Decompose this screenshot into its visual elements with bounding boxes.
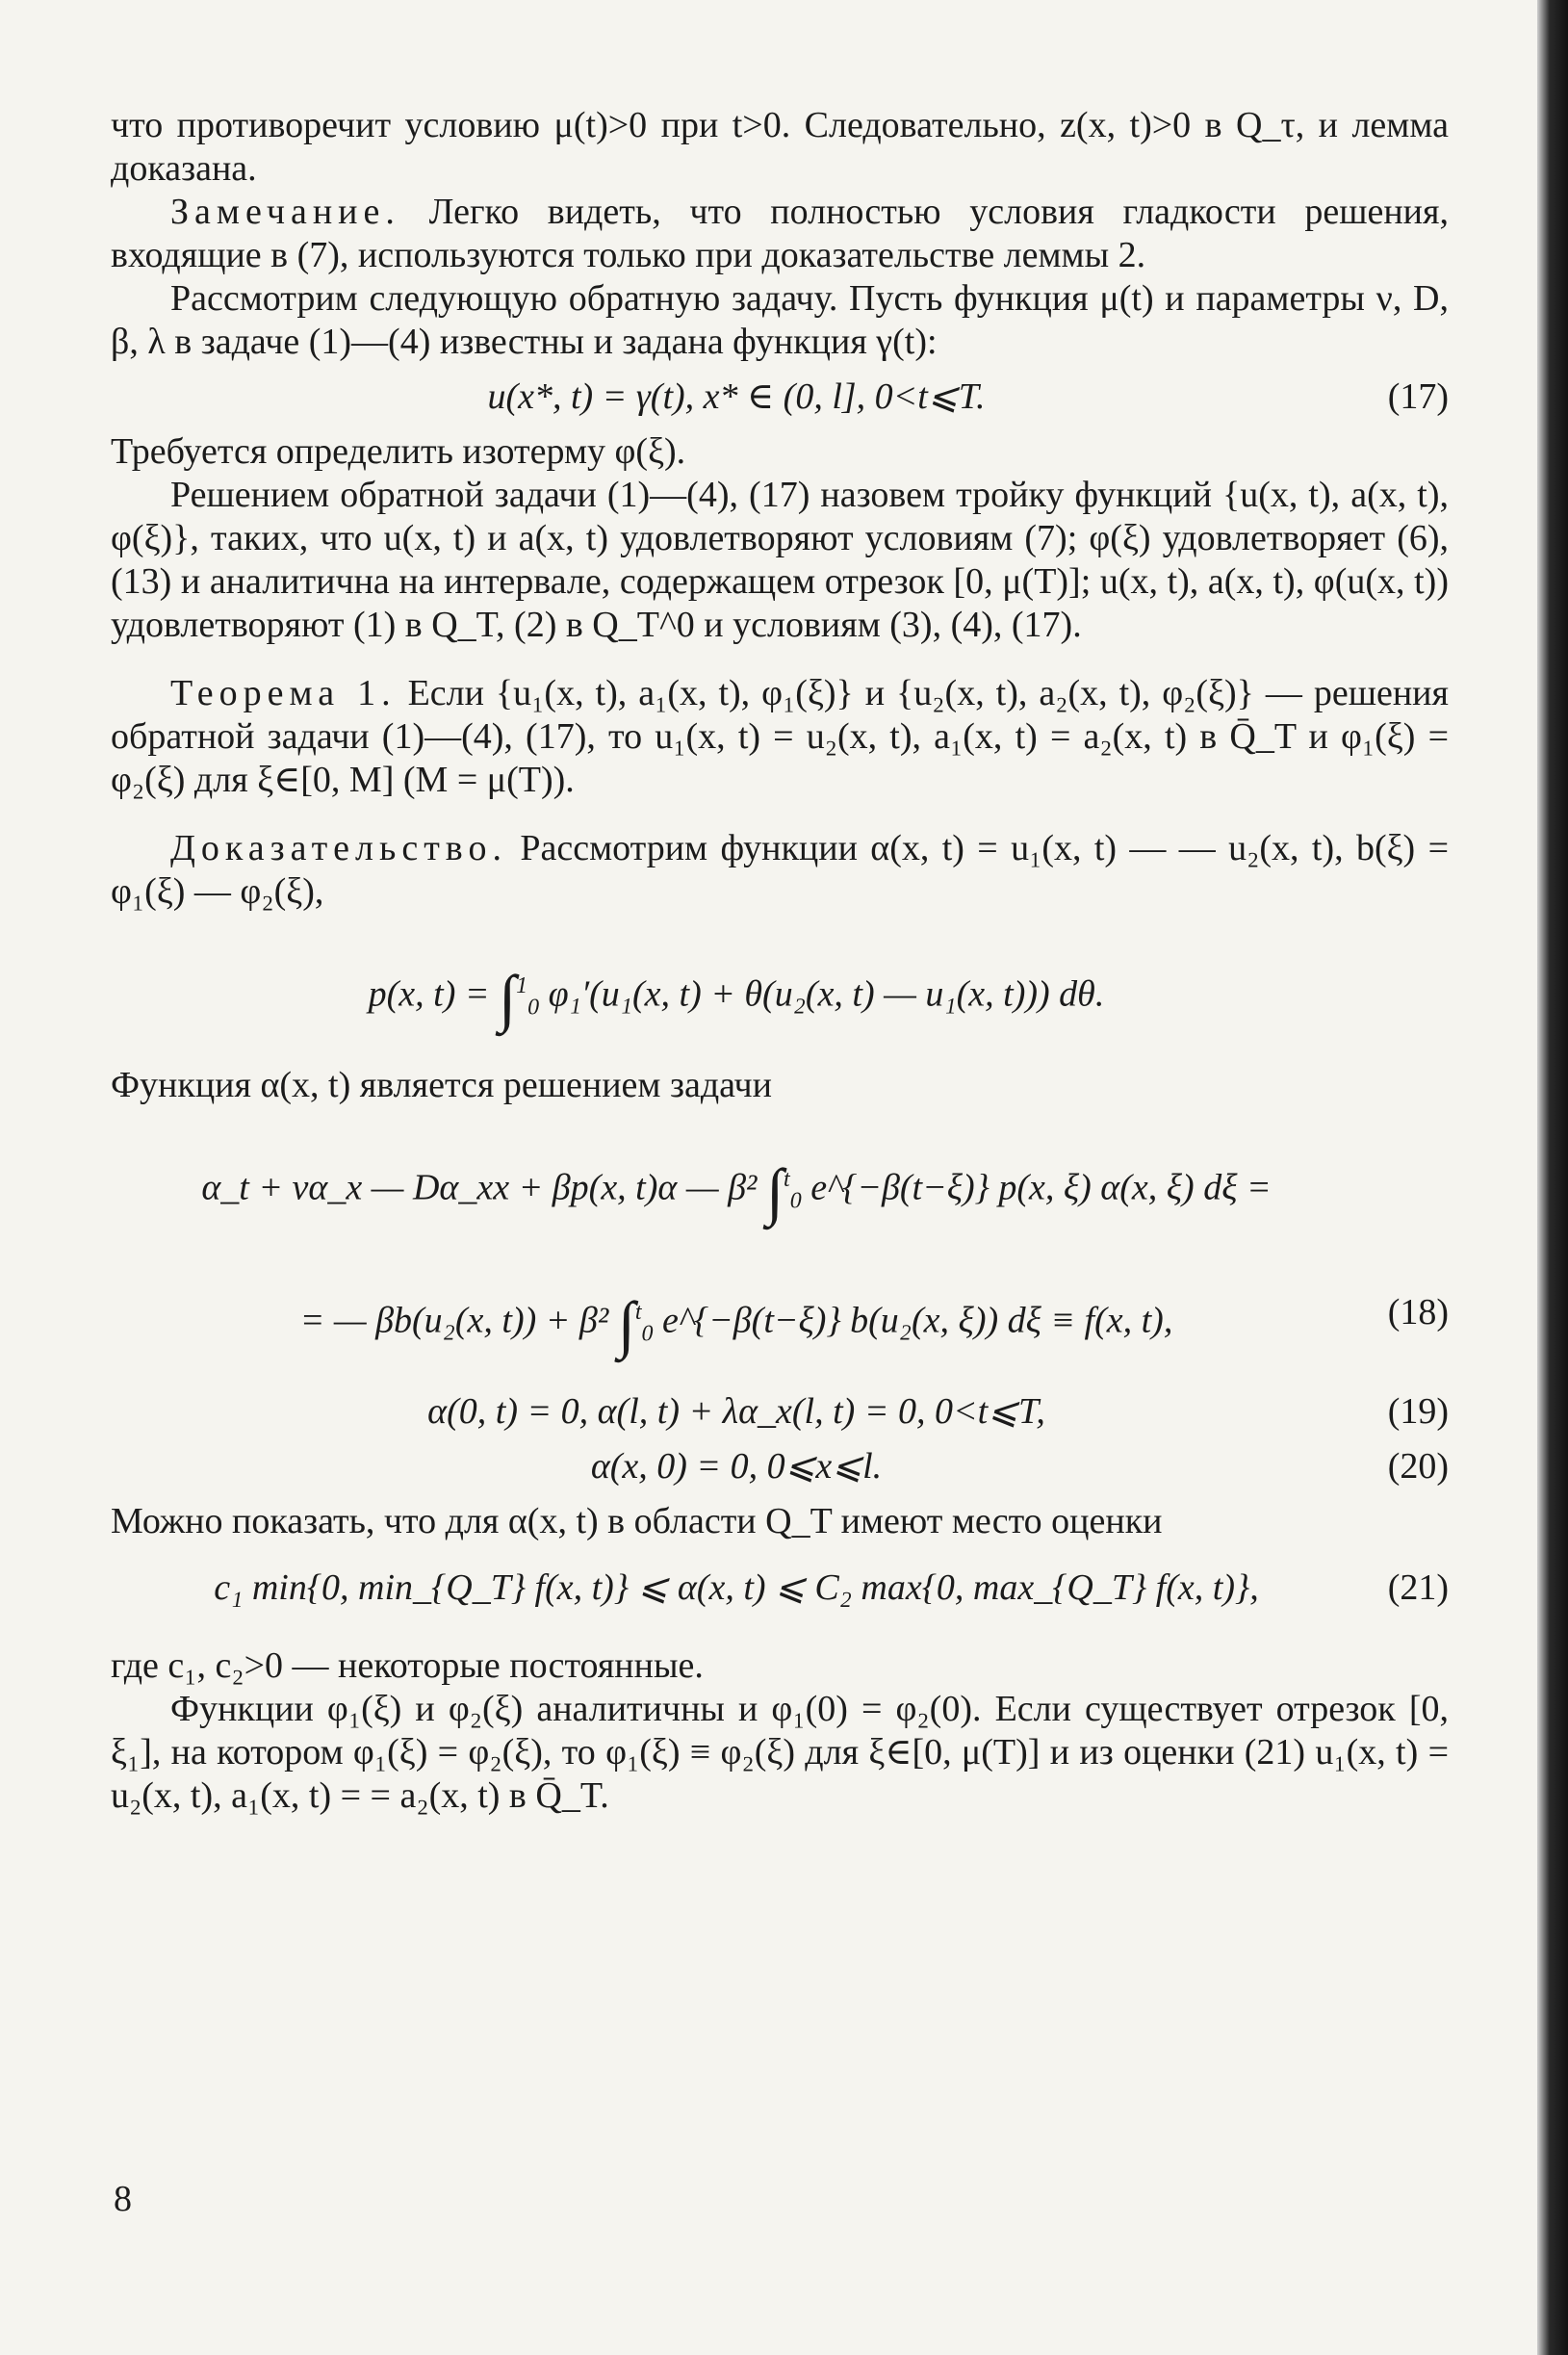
text-body: [111, 104, 1449, 1818]
integral-lower: 0: [527, 995, 540, 1021]
remark-lead: Замечание.: [170, 192, 400, 232]
equation-p: [111, 931, 1449, 1047]
equation-p-lhs: p(x, t) =: [368, 973, 499, 1015]
equation-21: [111, 1566, 1449, 1610]
equation-21-body: c₁ min{0, min_{Q_T} f(x, t)} ⩽ α(x, t) ⩽ C₂ max{0, max_{Q_T} f(x, t)},: [214, 1567, 1259, 1608]
remark-paragraph: [111, 191, 1449, 277]
integral-sign: ∫: [617, 1289, 635, 1360]
equation-p-rhs: φ₁′(u₁(x, t) + θ(u₂(x, t) — u₁(x, t))) dθ.: [539, 973, 1105, 1015]
paragraph-1: что противоречит условию μ(t)>0 при t>0. Следовательно, z(x, t)>0 в Q_τ, и лемма доказана.: [111, 105, 1449, 189]
equation-18b-rhs: e^{−β(t−ξ)} b(u₂(x, ξ)) dξ ≡ f(x, t),: [653, 1300, 1173, 1341]
equation-21-number: (21): [1387, 1567, 1449, 1608]
equation-19-number: (19): [1387, 1391, 1449, 1432]
paragraph-7: Можно показать, что для α(x, t) в области Q_T имеют место оценки: [111, 1501, 1163, 1541]
integral-lower: 0: [789, 1188, 802, 1214]
paragraph-3: Рассмотрим следующую обратную задачу. Пусть функция μ(t) и параметры ν, D, β, λ в задаче (1)—(4) известны и задана функция γ(t):: [111, 278, 1449, 362]
equation-18-line-2: [111, 1257, 1449, 1373]
equation-19-body: α(0, t) = 0, α(l, t) + λα_x(l, t) = 0, 0<t⩽T,: [427, 1391, 1045, 1432]
remark-text: Легко видеть, что полностью условия гладкости решения, входящие в (7), используются только при доказательстве леммы 2.: [111, 192, 1449, 275]
paragraph-6: Функция α(x, t) является решением задачи: [111, 1065, 772, 1105]
integral-upper: t: [784, 1167, 790, 1192]
integral-upper: t: [634, 1300, 642, 1325]
proof-paragraph: [111, 827, 1449, 914]
paragraph-4: Требуется определить изотерму φ(ξ).: [111, 431, 686, 472]
paragraph-8: где c₁, c₂>0 — некоторые постоянные.: [111, 1645, 704, 1686]
equation-18a-lhs: α_t + να_x — Dα_xx + βp(x, t)α — β²: [201, 1167, 766, 1208]
theorem-text: Если {u₁(x, t), a₁(x, t), φ₁(ξ)} и {u₂(x, t), a₂(x, t), φ₂(ξ)} — решения обратной задачи (1)—(4), (17), то u₁(x, t) = u₂(x, t), a₁(x, t) = a₂(x, t) в Q̄_T и φ₁(ξ) = φ₂(ξ) для ξ∈[0, M] (M = μ(T)).: [111, 673, 1449, 800]
equation-19: [111, 1390, 1449, 1434]
equation-18b-lhs: = — βb(u₂(x, t)) + β²: [299, 1300, 618, 1341]
paragraph-5: Решением обратной задачи (1)—(4), (17) назовем тройку функций {u(x, t), a(x, t), φ(ξ)}, таких, что u(x, t) и a(x, t) удовлетворяют условиям (7); φ(ξ) удовлетворяет (6), (13) и аналитична на интервале, содержащем отрезок [0, μ(T)]; u(x, t), a(x, t), φ(u(x, t)) удовлетворяют (1) в Q_T, (2) в Q_T^0 и условиям (3), (4), (17).: [111, 475, 1449, 645]
equation-18-line-1: [111, 1125, 1449, 1240]
integral-lower: 0: [641, 1321, 654, 1347]
integral-sign: ∫: [499, 963, 517, 1034]
integral-sign: ∫: [765, 1156, 784, 1228]
page-number: 8: [114, 2179, 132, 2219]
proof-lead: Доказательство.: [170, 828, 507, 868]
equation-18-number: (18): [1387, 1292, 1449, 1333]
integral-upper: 1: [516, 973, 528, 998]
theorem-lead: Теорема 1.: [170, 673, 397, 713]
equation-17-number: (17): [1387, 376, 1449, 417]
equation-20-number: (20): [1387, 1446, 1449, 1487]
equation-18a-rhs: e^{−β(t−ξ)} p(x, ξ) α(x, ξ) dξ =: [801, 1167, 1272, 1208]
theorem-paragraph: [111, 672, 1449, 802]
proof-text: Рассмотрим функции α(x, t) = u₁(x, t) — — u₂(x, t), b(ξ) = φ₁(ξ) — φ₂(ξ),: [111, 828, 1449, 912]
equation-17-body: u(x*, t) = γ(t), x* ∈ (0, l], 0<t⩽T.: [487, 376, 986, 417]
equation-17: [111, 375, 1449, 419]
equation-20: [111, 1445, 1449, 1488]
paragraph-9: Функции φ₁(ξ) и φ₂(ξ) аналитичны и φ₁(0) = φ₂(0). Если существует отрезок [0, ξ₁], на котором φ₁(ξ) = φ₂(ξ), то φ₁(ξ) ≡ φ₂(ξ) для ξ∈[0, μ(T)] и из оценки (21) u₁(x, t) = u₂(x, t), a₁(x, t) = = a₂(x, t) в Q̄_T.: [111, 1689, 1449, 1816]
equation-20-body: α(x, 0) = 0, 0⩽x⩽l.: [590, 1446, 883, 1487]
page-edge-shadow: [1537, 0, 1568, 2355]
